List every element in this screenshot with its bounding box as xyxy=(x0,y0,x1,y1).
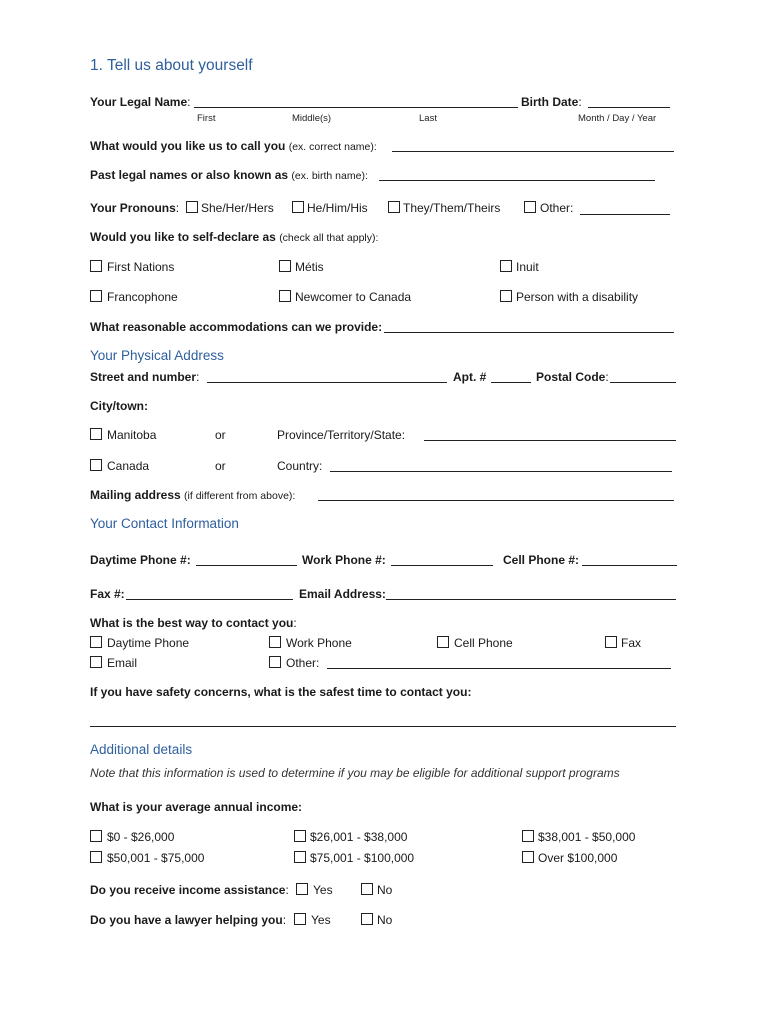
name-part-first: First xyxy=(197,113,216,124)
call-you-label: What would you like us to call you xyxy=(90,139,286,153)
lawyer-no-option: No xyxy=(377,913,393,927)
contact-heading: Your Contact Information xyxy=(90,516,239,531)
best-way-label: What is the best way to contact you xyxy=(90,616,294,630)
fax-field[interactable] xyxy=(126,599,293,600)
contact-checkbox-fax[interactable] xyxy=(605,636,617,648)
lawyer-yes-option: Yes xyxy=(311,913,331,927)
pronoun-option-she: She/Her/Hers xyxy=(201,201,274,215)
lawyer-label: Do you have a lawyer helping you xyxy=(90,913,283,927)
past-names-label: Past legal names or also known as xyxy=(90,168,289,182)
or-text: or xyxy=(215,459,226,473)
birth-date-format: Month / Day / Year xyxy=(578,113,657,124)
self-declare-option-disability: Person with a disability xyxy=(516,290,639,304)
name-part-last: Last xyxy=(419,113,437,124)
safety-field[interactable] xyxy=(90,726,676,727)
fax-label: Fax #: xyxy=(90,587,125,601)
postal-label: Postal Code xyxy=(536,370,606,384)
safety-label: If you have safety concerns, what is the safest time to contact you: xyxy=(90,685,472,699)
contact-option-email: Email xyxy=(107,656,138,670)
assistance-no-option: No xyxy=(377,883,393,897)
income-checkbox-0[interactable] xyxy=(90,830,102,842)
province-field[interactable] xyxy=(424,440,676,441)
canada-checkbox[interactable] xyxy=(90,459,102,471)
self-declare-option-newcomer: Newcomer to Canada xyxy=(295,290,412,304)
email-field[interactable] xyxy=(386,599,676,600)
income-option-3: $50,001 - $75,000 xyxy=(107,851,205,865)
income-checkbox-5[interactable] xyxy=(522,851,534,863)
income-option-1: $26,001 - $38,000 xyxy=(310,830,408,844)
manitoba-option: Manitoba xyxy=(107,428,157,442)
self-declare-option-first-nations: First Nations xyxy=(107,260,175,274)
accommodations-field[interactable] xyxy=(384,332,674,333)
contact-checkbox-daytime[interactable] xyxy=(90,636,102,648)
self-declare-checkbox-disability[interactable] xyxy=(500,290,512,302)
contact-option-fax: Fax xyxy=(621,636,642,650)
self-declare-hint: (check all that apply): xyxy=(279,232,379,244)
lawyer-yes-checkbox[interactable] xyxy=(294,913,306,925)
lawyer-no-checkbox[interactable] xyxy=(361,913,373,925)
mailing-field[interactable] xyxy=(318,500,674,501)
name-part-middle: Middle(s) xyxy=(292,113,332,124)
work-phone-field[interactable] xyxy=(391,565,493,566)
self-declare-option-metis: Métis xyxy=(295,260,324,274)
daytime-phone-field[interactable] xyxy=(196,565,297,566)
self-declare-checkbox-metis[interactable] xyxy=(279,260,291,272)
city-label: City/town: xyxy=(90,399,148,413)
income-label: What is your average annual income: xyxy=(90,800,303,814)
canada-option: Canada xyxy=(107,459,150,473)
email-label: Email Address: xyxy=(299,587,386,601)
pronoun-checkbox-she[interactable] xyxy=(186,201,198,213)
additional-heading: Additional details xyxy=(90,742,193,757)
country-field[interactable] xyxy=(330,471,672,472)
past-names-field[interactable] xyxy=(379,180,655,181)
contact-option-other: Other: xyxy=(286,656,320,670)
section-heading: 1. Tell us about yourself xyxy=(90,57,253,74)
or-text: or xyxy=(215,428,226,442)
apt-label: Apt. # xyxy=(453,370,487,384)
pronoun-other-field[interactable] xyxy=(580,214,670,215)
income-option-2: $38,001 - $50,000 xyxy=(538,830,636,844)
contact-option-daytime: Daytime Phone xyxy=(107,636,190,650)
income-option-4: $75,001 - $100,000 xyxy=(310,851,415,865)
pronoun-checkbox-they[interactable] xyxy=(388,201,400,213)
manitoba-checkbox[interactable] xyxy=(90,428,102,440)
assistance-yes-option: Yes xyxy=(313,883,333,897)
assistance-yes-checkbox[interactable] xyxy=(296,883,308,895)
mailing-label: Mailing address xyxy=(90,488,181,502)
income-checkbox-1[interactable] xyxy=(294,830,306,842)
assistance-no-checkbox[interactable] xyxy=(361,883,373,895)
self-declare-option-inuit: Inuit xyxy=(516,260,539,274)
self-declare-checkbox-newcomer[interactable] xyxy=(279,290,291,302)
past-names-hint: (ex. birth name): xyxy=(291,170,368,182)
additional-note: Note that this information is used to determine if you may be eligible for additional support programs xyxy=(90,766,620,780)
work-phone-label: Work Phone #: xyxy=(302,553,386,567)
accommodations-label: What reasonable accommodations can we provide: xyxy=(90,320,383,334)
self-declare-option-francophone: Francophone xyxy=(107,290,178,304)
pronoun-option-he: He/Him/His xyxy=(307,201,368,215)
assistance-label: Do you receive income assistance xyxy=(90,883,286,897)
self-declare-checkbox-first-nations[interactable] xyxy=(90,260,102,272)
country-label: Country: xyxy=(277,459,323,473)
legal-name-field[interactable] xyxy=(194,107,518,108)
pronoun-checkbox-he[interactable] xyxy=(292,201,304,213)
apt-field[interactable] xyxy=(491,382,531,383)
contact-other-field[interactable] xyxy=(327,668,671,669)
self-declare-label: Would you like to self-declare as xyxy=(90,230,276,244)
income-checkbox-2[interactable] xyxy=(522,830,534,842)
birth-date-field[interactable] xyxy=(588,107,670,108)
pronouns-label: Your Pronouns xyxy=(90,201,176,215)
legal-name-label: Your Legal Name xyxy=(90,95,188,109)
self-declare-checkbox-inuit[interactable] xyxy=(500,260,512,272)
contact-checkbox-other[interactable] xyxy=(269,656,281,668)
postal-field[interactable] xyxy=(610,382,676,383)
self-declare-checkbox-francophone[interactable] xyxy=(90,290,102,302)
contact-checkbox-cell[interactable] xyxy=(437,636,449,648)
cell-phone-label: Cell Phone #: xyxy=(503,553,580,567)
income-checkbox-4[interactable] xyxy=(294,851,306,863)
contact-option-cell: Cell Phone xyxy=(454,636,513,650)
street-label: Street and number xyxy=(90,370,197,384)
contact-checkbox-work[interactable] xyxy=(269,636,281,648)
call-you-field[interactable] xyxy=(392,151,674,152)
address-heading: Your Physical Address xyxy=(90,348,224,363)
daytime-phone-label: Daytime Phone #: xyxy=(90,553,191,567)
pronoun-checkbox-other[interactable] xyxy=(524,201,536,213)
mailing-hint: (if different from above): xyxy=(184,490,296,502)
contact-option-work: Work Phone xyxy=(286,636,352,650)
street-field[interactable] xyxy=(207,382,447,383)
pronoun-option-other: Other: xyxy=(540,201,574,215)
province-label: Province/Territory/State: xyxy=(277,428,406,442)
call-you-hint: (ex. correct name): xyxy=(288,141,377,153)
birth-date-label: Birth Date xyxy=(521,95,579,109)
contact-checkbox-email[interactable] xyxy=(90,656,102,668)
pronoun-option-they: They/Them/Theirs xyxy=(403,201,501,215)
income-checkbox-3[interactable] xyxy=(90,851,102,863)
income-option-5: Over $100,000 xyxy=(538,851,618,865)
income-option-0: $0 - $26,000 xyxy=(107,830,175,844)
cell-phone-field[interactable] xyxy=(582,565,677,566)
